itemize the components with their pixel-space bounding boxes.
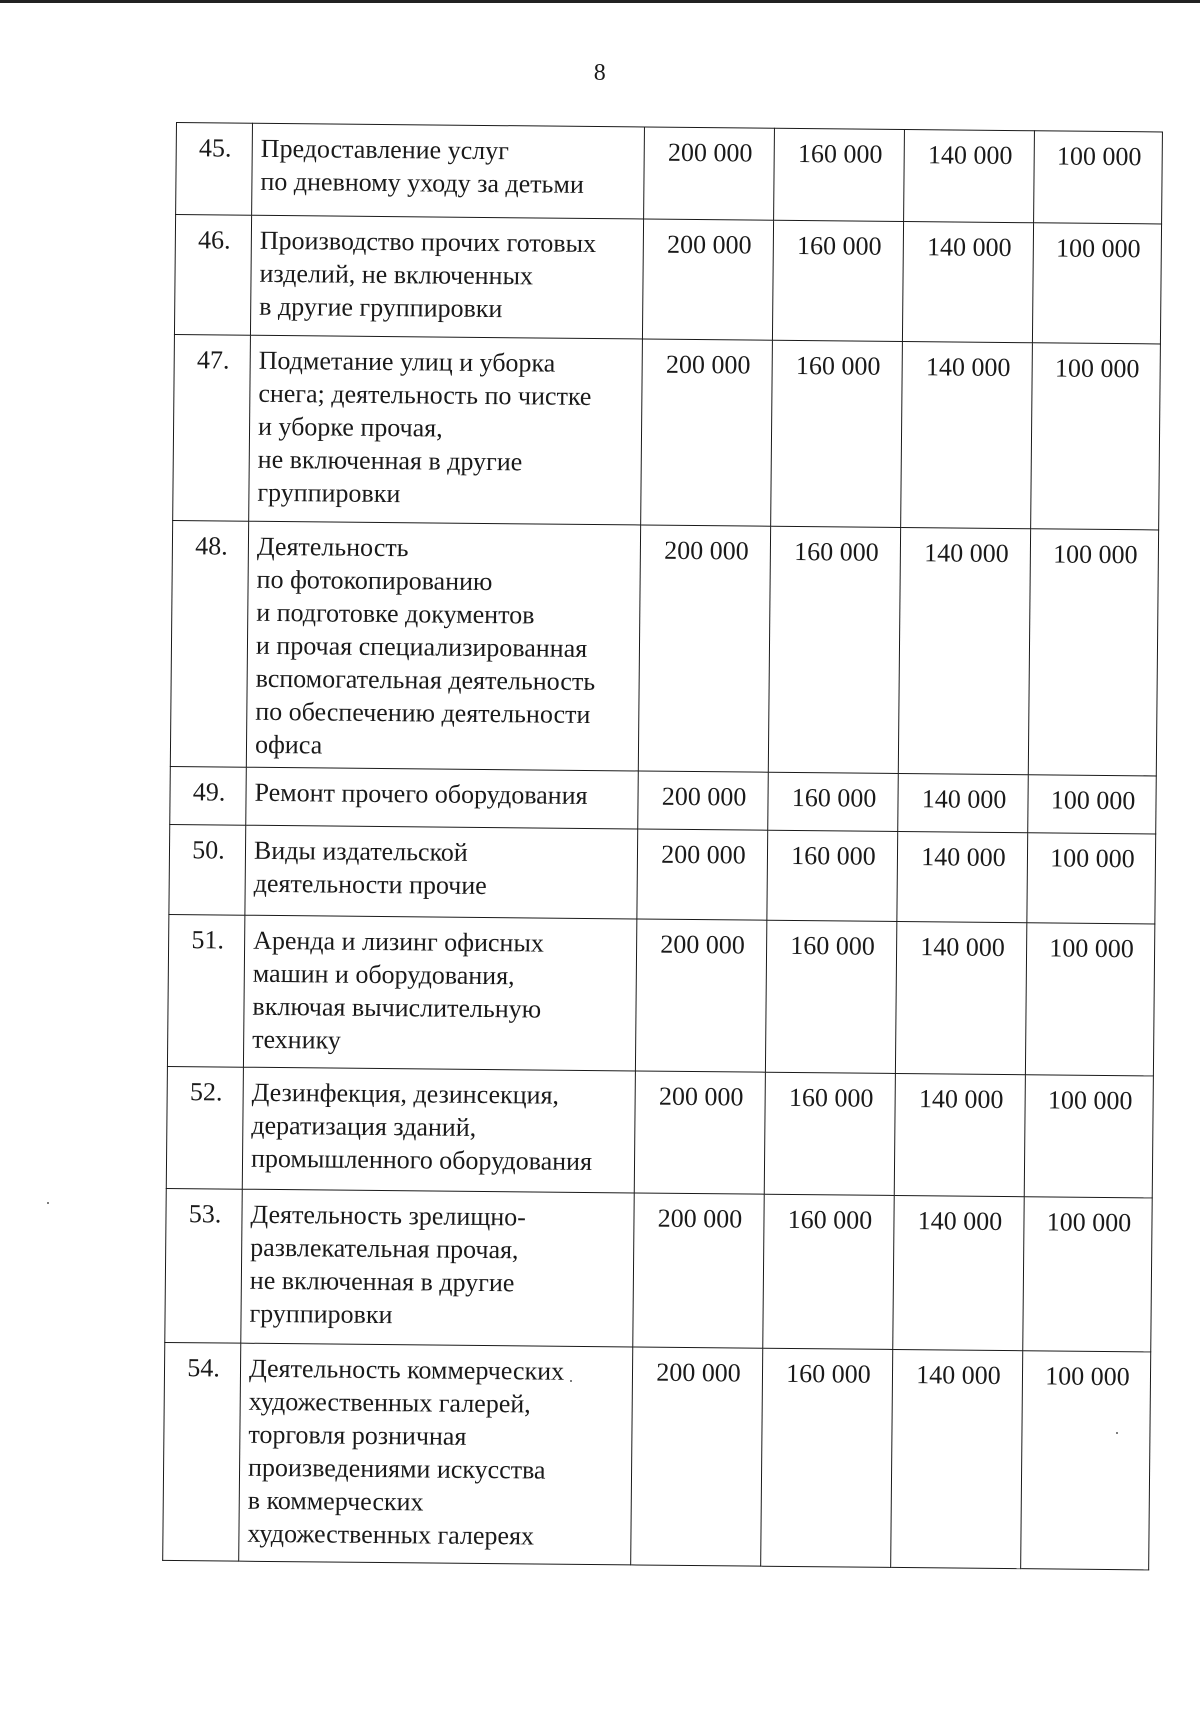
- amount-2: 160 000: [764, 1072, 895, 1195]
- amount-1: 200 000: [644, 127, 775, 220]
- amount-4: 100 000: [1021, 1351, 1151, 1570]
- amount-1: 200 000: [642, 219, 773, 340]
- table-row: [165, 1188, 1152, 1351]
- amount-1: 200 000: [634, 1071, 765, 1194]
- amount-3: 140 000: [901, 341, 1033, 528]
- amount-4: 100 000: [1025, 923, 1154, 1076]
- amount-3: 140 000: [893, 1195, 1024, 1350]
- activity-name: Подметание улиц и уборка снега; деятельность по чистке и уборке прочая, не включенная в другие группировки: [249, 335, 643, 525]
- amount-4: 100 000: [1024, 1075, 1153, 1198]
- row-number: 52.: [166, 1066, 243, 1189]
- amount-3: 140 000: [897, 831, 1028, 922]
- amount-1: 200 000: [631, 1347, 763, 1566]
- table-row: [166, 1066, 1153, 1197]
- amount-2: 160 000: [772, 220, 903, 341]
- amount-2: 160 000: [774, 128, 905, 221]
- table-body: [163, 123, 1163, 1570]
- amount-3: 140 000: [894, 1073, 1025, 1196]
- amount-4: 100 000: [1028, 775, 1157, 834]
- table-row: [169, 824, 1156, 923]
- row-number: 50.: [169, 824, 246, 915]
- activity-name: Дезинфекция, дезинсекция, дератизация зданий, промышленного оборудования: [242, 1067, 635, 1193]
- amount-1: 200 000: [641, 339, 773, 526]
- amount-3: 140 000: [891, 1349, 1023, 1568]
- row-number: 47.: [173, 334, 251, 521]
- amount-2: 160 000: [767, 830, 898, 921]
- activity-name: Предоставление услуг по дневному уходу за детьми: [252, 123, 645, 219]
- row-number: 48.: [170, 520, 248, 767]
- amount-2: 160 000: [768, 772, 899, 831]
- activity-name: Аренда и лизинг офисных машин и оборудования, включая вычислительную технику: [243, 915, 636, 1071]
- row-number: 51.: [167, 914, 244, 1067]
- table-row: [173, 334, 1161, 529]
- table-row: [174, 215, 1161, 344]
- amount-2: 160 000: [771, 340, 903, 527]
- row-number: 54.: [163, 1342, 241, 1561]
- table-row: [163, 1342, 1151, 1569]
- amount-3: 140 000: [898, 773, 1029, 832]
- activity-name: Деятельность коммерческих художественных галерей, торговля розничная произведениями искусства в коммерческих художественных галереях: [239, 1343, 633, 1565]
- amount-4: 100 000: [1032, 223, 1161, 344]
- amount-4: 100 000: [1028, 529, 1158, 776]
- activity-name: Деятельность зрелищно- развлекательная прочая, не включенная в другие группировки: [241, 1189, 634, 1347]
- amount-1: 200 000: [638, 771, 769, 830]
- amount-2: 160 000: [761, 1348, 893, 1567]
- amount-4: 100 000: [1027, 833, 1156, 924]
- activity-name: Виды издательской деятельности прочие: [245, 825, 638, 919]
- amount-3: 140 000: [895, 921, 1026, 1074]
- amount-2: 160 000: [768, 526, 900, 773]
- amount-1: 200 000: [637, 829, 768, 920]
- page-number: 8: [593, 60, 607, 86]
- amount-2: 160 000: [765, 920, 896, 1073]
- rates-table: [162, 122, 1163, 1570]
- amount-3: 140 000: [898, 527, 1030, 774]
- amount-3: 140 000: [902, 221, 1033, 342]
- row-number: 46.: [174, 215, 251, 336]
- row-number: 53.: [165, 1188, 242, 1343]
- row-number: 45.: [176, 123, 253, 216]
- amount-4: 100 000: [1034, 131, 1163, 224]
- amount-4: 100 000: [1031, 343, 1161, 530]
- amount-3: 140 000: [904, 129, 1035, 222]
- scan-speck: [1116, 1432, 1118, 1434]
- top-scan-edge: [0, 0, 1200, 3]
- amount-1: 200 000: [633, 1193, 764, 1348]
- activity-name: Производство прочих готовых изделий, не включенных в другие группировки: [250, 215, 643, 339]
- activity-name: Ремонт прочего оборудования: [246, 767, 639, 829]
- table-row: [167, 914, 1154, 1075]
- table-row: [176, 123, 1163, 224]
- table-container: [162, 122, 1162, 1570]
- scan-speck: [570, 1380, 572, 1382]
- activity-name: Деятельность по фотокопированию и подготовке документов и прочая специализированная вспомогательная деятельность по обеспечению деятельности офиса: [246, 521, 640, 771]
- amount-1: 200 000: [635, 919, 766, 1072]
- amount-2: 160 000: [763, 1194, 894, 1349]
- amount-4: 100 000: [1023, 1197, 1152, 1352]
- table-row: [170, 766, 1157, 833]
- amount-1: 200 000: [638, 525, 770, 772]
- scan-speck: [47, 1202, 49, 1204]
- table-row: [170, 520, 1158, 775]
- row-number: 49.: [170, 766, 247, 825]
